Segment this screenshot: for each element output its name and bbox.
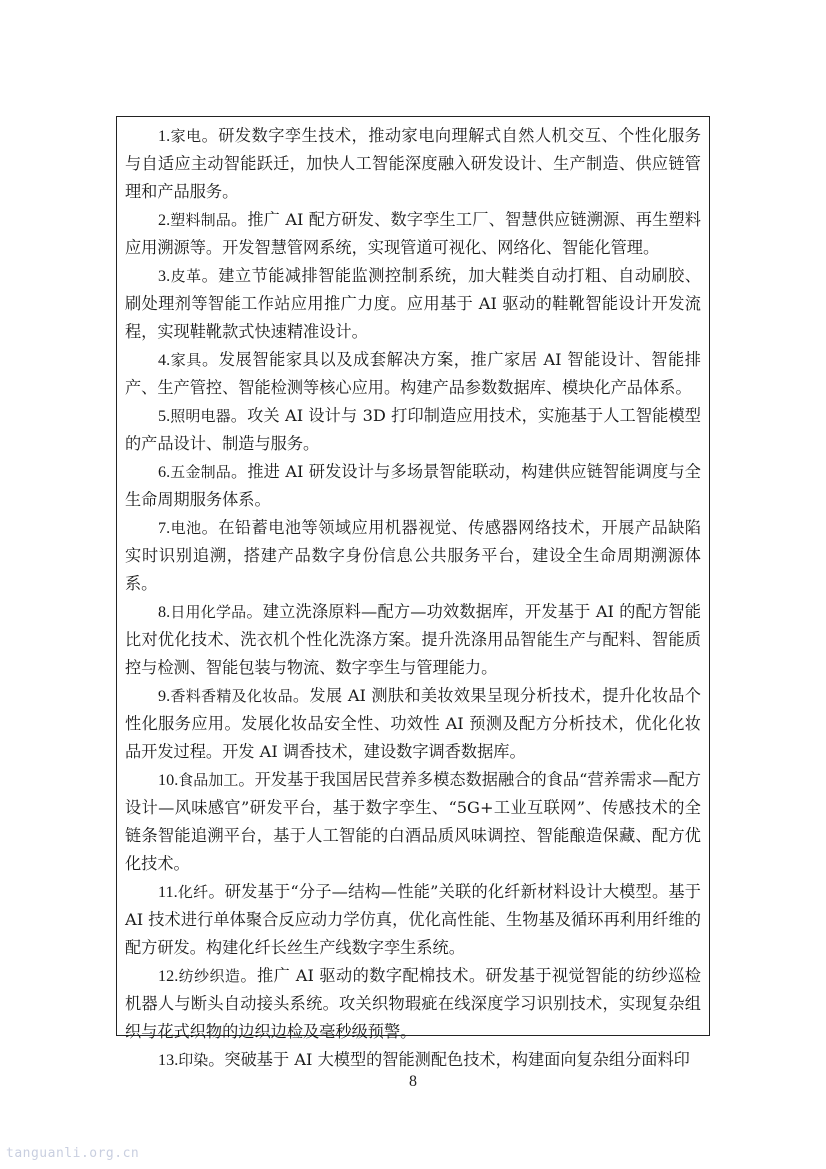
item-category: 日用化学品 (170, 603, 247, 621)
list-item (125, 766, 701, 878)
item-text: 。推进 AI 研发设计与多场景智能联动，构建供应链智能调度与全生命周期服务体系。 (125, 462, 701, 509)
item-category: 塑料制品 (170, 211, 231, 229)
item-category: 食品加工 (178, 771, 239, 789)
item-text: 。开发基于我国居民营养多模态数据融合的食品“营养需求—配方设计—风味感官”研发平台，基于数字孪生、“5G+工业互联网”、传感技术的全链条智能追溯平台，基于人工智能的白酒品质风味调控、智能酿造保藏、配方优化技术。 (125, 770, 701, 873)
item-number: 12. (158, 967, 179, 985)
item-text: 。研发数字孪生技术，推动家电向理解式自然人机交互、个性化服务与自适应主动智能跃迁，加快人工智能深度融入研发设计、生产制造、供应链管理和产品服务。 (125, 126, 701, 201)
item-text: 。发展智能家具以及成套解决方案，推广家居 AI 智能设计、智能排产、生产管控、智能检测等核心应用。构建产品参数数据库、模块化产品体系。 (125, 350, 701, 397)
item-number: 5. (158, 407, 171, 425)
list-item (125, 458, 701, 514)
list-item (125, 514, 701, 598)
list-item (125, 346, 701, 402)
item-text: 。突破基于 AI 大模型的智能测配色技术，构建面向复杂组分面料印 (208, 1050, 690, 1069)
page-number: 8 (409, 1073, 417, 1090)
item-category: 化纤 (177, 883, 209, 901)
list-item (125, 598, 701, 682)
item-number: 1. (158, 127, 171, 145)
list-item (125, 122, 701, 206)
item-category: 家电 (170, 127, 202, 145)
item-category: 五金制品 (170, 463, 231, 481)
list-item (125, 682, 701, 766)
list-item (125, 1046, 701, 1074)
item-category: 家具 (170, 351, 202, 369)
item-number: 9. (158, 687, 171, 705)
list-item (125, 262, 701, 346)
list-item (125, 402, 701, 458)
watermark: tanguanli.org.cn (6, 1146, 140, 1161)
item-text: 。攻关 AI 设计与 3D 打印制造应用技术，实施基于人工智能模型的产品设计、制造与服务。 (125, 406, 701, 453)
item-category: 香料香精及化妆品 (170, 687, 293, 705)
item-category: 纺纱织造 (178, 967, 241, 985)
item-text: 。研发基于“分子—结构—性能”关联的化纤新材料设计大模型。基于 AI 技术进行单体聚合反应动力学仿真，优化高性能、生物基及循环再利用纤维的配方研发。构建化纤长丝生产线数字孪生系统。 (125, 882, 701, 957)
item-number: 3. (158, 267, 171, 285)
item-number: 10. (158, 771, 179, 789)
item-text: 。推广 AI 驱动的数字配棉技术。研发基于视觉智能的纺纱巡检机器人与断头自动接头系统。攻关织物瑕疵在线深度学习识别技术，实现复杂组织与花式织物的边织边检及毫秒级预警。 (125, 966, 701, 1041)
item-number: 4. (158, 351, 171, 369)
item-text: 。在铅蓄电池等领域应用机器视觉、传感器网络技术，开展产品缺陷实时识别追溯，搭建产品数字身份信息公共服务平台，建设全生命周期溯源体系。 (125, 518, 701, 593)
item-number: 7. (158, 519, 171, 537)
item-text: 。建立节能减排智能监测控制系统，加大鞋类自动打粗、自动刷胶、刷处理剂等智能工作站应用推广力度。应用基于 AI 驱动的鞋靴智能设计开发流程，实现鞋靴款式快速精准设计。 (125, 266, 701, 341)
item-text: 。发展 AI 测肤和美妆效果呈现分析技术，提升化妆品个性化服务应用。发展化妆品安全性、功效性 AI 预测及配方分析技术，优化化妆品开发过程。开发 AI 调香技术，建设数字调香数据库。 (125, 686, 701, 761)
item-number: 11. (158, 883, 178, 901)
item-number: 13. (158, 1051, 179, 1069)
list-item (125, 878, 701, 962)
item-category: 皮革 (170, 267, 202, 285)
item-text: 。推广 AI 配方研发、数字孪生工厂、智慧供应链溯源、再生塑料应用溯源等。开发智慧管网系统，实现管道可视化、网络化、智能化管理。 (125, 210, 701, 257)
list-item (125, 206, 701, 262)
item-number: 2. (158, 211, 171, 229)
item-text: 。建立洗涤原料—配方—功效数据库，开发基于 AI 的配方智能比对优化技术、洗衣机个性化洗涤方案。提升洗涤用品智能生产与配料、智能质控与检测、智能包装与物流、数字孪生与管理能力。 (125, 602, 701, 677)
list-item (125, 962, 701, 1046)
item-category: 照明电器 (170, 407, 231, 425)
item-number: 6. (158, 463, 171, 481)
item-category: 印染 (178, 1051, 209, 1069)
item-list (117, 117, 709, 1074)
item-number: 8. (158, 603, 171, 621)
item-category: 电池 (170, 519, 202, 537)
content-box (116, 116, 710, 1069)
